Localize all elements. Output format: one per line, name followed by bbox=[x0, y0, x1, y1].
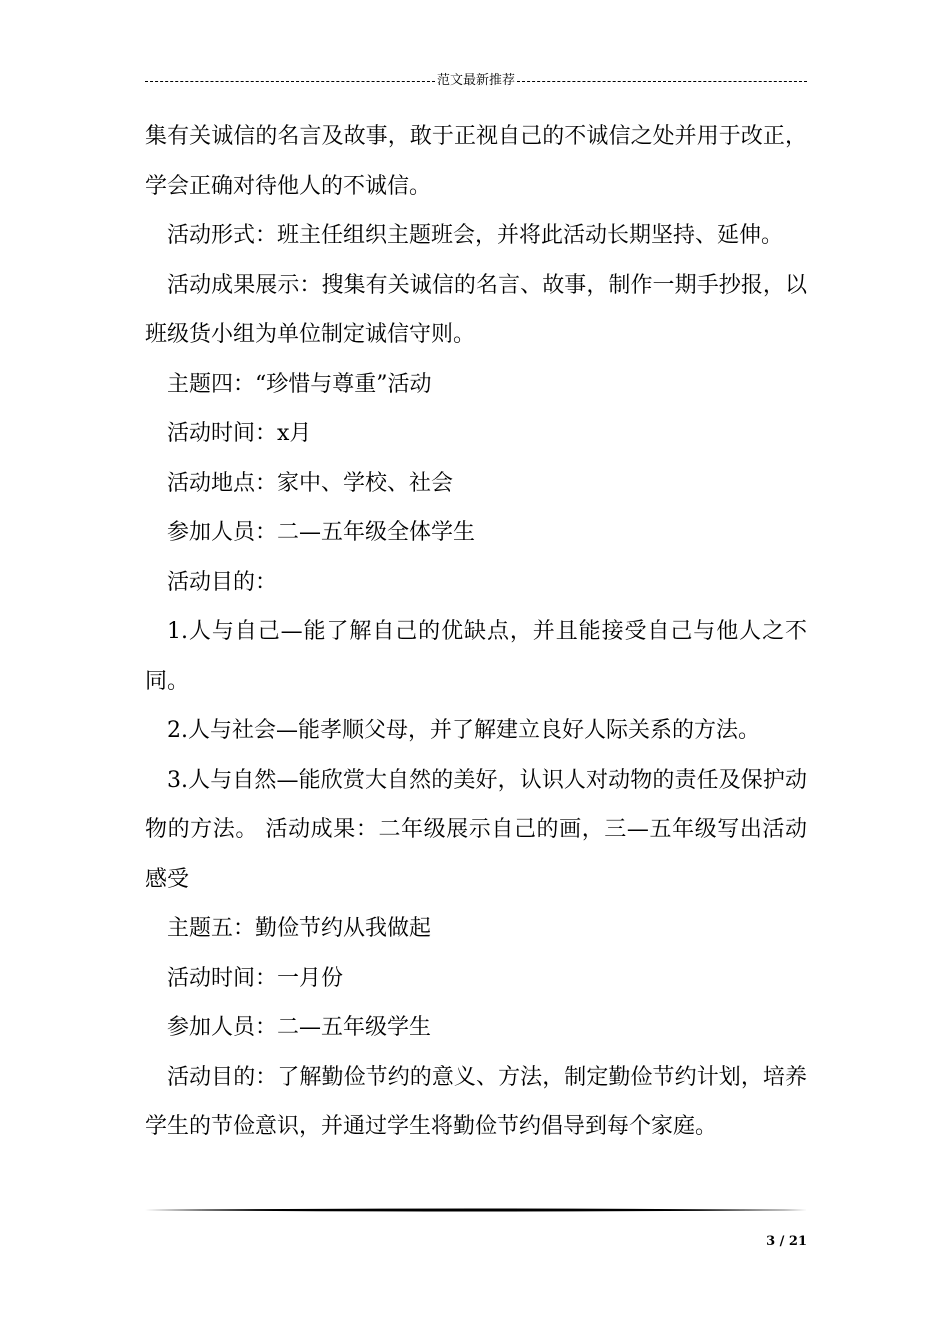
section-heading: 主题四：“珍惜与尊重”活动 bbox=[167, 371, 432, 397]
section-heading: 主题五：勤俭节约从我做起 bbox=[167, 916, 432, 941]
header-title: 范文最新推荐 bbox=[437, 73, 516, 88]
page-number: 3 / 21 bbox=[766, 1234, 807, 1249]
document-body bbox=[145, 112, 807, 1152]
paragraph: 活动目的： bbox=[167, 569, 278, 595]
footer-divider bbox=[145, 1208, 807, 1212]
paragraph: 活动地点：家中、学校、社会 bbox=[167, 470, 454, 496]
header-dash-left bbox=[145, 81, 435, 82]
paragraph: 活动时间：一月份 bbox=[167, 965, 344, 991]
list-item: 1.人与自己—能了解自己的优缺点，并且能接受自己与他人之不同。 bbox=[145, 619, 807, 694]
header-dash-right bbox=[517, 81, 807, 82]
paragraph: 参加人员：二—五年级全体学生 bbox=[167, 520, 476, 545]
paragraph: 活动目的：了解勤俭节约的意义、方法，制定勤俭节约计划，培养学生的节俭意识，并通过学生将勤俭节约倡导到每个家庭。 bbox=[145, 1064, 807, 1139]
paragraph: 参加人员：二—五年级学生 bbox=[167, 1015, 432, 1040]
paragraph: 活动时间：x月 bbox=[167, 421, 312, 446]
paragraph: 活动形式：班主任组织主题班会，并将此活动长期坚持、延伸。 bbox=[167, 223, 784, 248]
paragraph: 集有关诚信的名言及故事，敢于正视自己的不诚信之处并用于改正，学会正确对待他人的不诚信。 bbox=[145, 124, 807, 199]
list-item: 3.人与自然—能欣赏大自然的美好，认识人对动物的责任及保护动物的方法。 活动成果：二年级展示自己的画，三—五年级写出活动感受 bbox=[145, 767, 807, 892]
paragraph: 活动成果展示：搜集有关诚信的名言、故事，制作一期手抄报，以班级货小组为单位制定诚信守则。 bbox=[145, 272, 807, 347]
list-item: 2.人与社会—能孝顺父母，并了解建立良好人际关系的方法。 bbox=[167, 718, 760, 743]
page-header bbox=[145, 72, 807, 90]
